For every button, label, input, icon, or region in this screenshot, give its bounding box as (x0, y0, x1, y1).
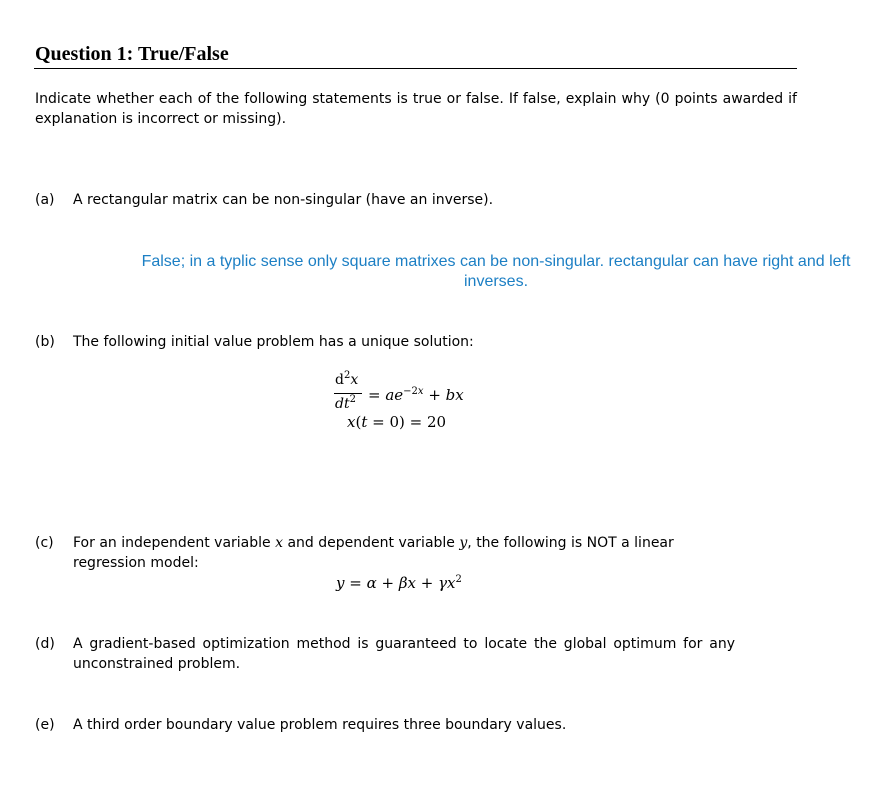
question-d-text: A gradient-based optimization method is guaranteed to locate the global optimum for any unconstrained problem. (73, 636, 735, 672)
question-c-equation: $y = \alpha + \beta x + \gamma x^2$ (336, 574, 462, 592)
question-c-text (73, 533, 735, 573)
title-underline (34, 68, 797, 69)
question-c-text-after: , the following is NOT a linear regression model: (73, 535, 674, 571)
fraction-bar (334, 393, 362, 394)
question-c-label: (c) (35, 535, 54, 551)
question-c-text-before: For an independent variable (73, 535, 276, 551)
equation-1-rhs: = $ae^{-2x}$ + bx (368, 386, 464, 404)
second-derivative-fraction (334, 372, 364, 418)
question-a-label: (a) (35, 192, 55, 208)
question-b-equation-2: x(t = 0) = 20 (347, 413, 447, 431)
question-a-answer: False; in a typlic sense only square matrixes can be non-singular. rectangular can have right and left inverses. (141, 253, 851, 290)
question-e-label: (e) (35, 717, 55, 733)
question-e-text: A third order boundary value problem requires three boundary values. (73, 717, 567, 733)
fraction-numerator: $d^2x$ (335, 370, 359, 388)
question-title: Question 1: True/False (35, 43, 229, 65)
question-b-text: The following initial value problem has a unique solution: (73, 334, 474, 350)
question-b-label: (b) (35, 334, 55, 350)
fraction-denominator: $dt^2$ (335, 394, 356, 412)
question-d-label: (d) (35, 636, 55, 652)
instructions-text: Indicate whether each of the following statements is true or false. If false, explain why (0 points awarded if explanation is incorrect or missing). (35, 91, 797, 127)
variable-y: y (459, 535, 468, 551)
question-a-text: A rectangular matrix can be non-singular (have an inverse). (73, 192, 494, 208)
question-c-text-middle: and dependent variable (283, 535, 460, 551)
variable-x: x (275, 535, 284, 551)
